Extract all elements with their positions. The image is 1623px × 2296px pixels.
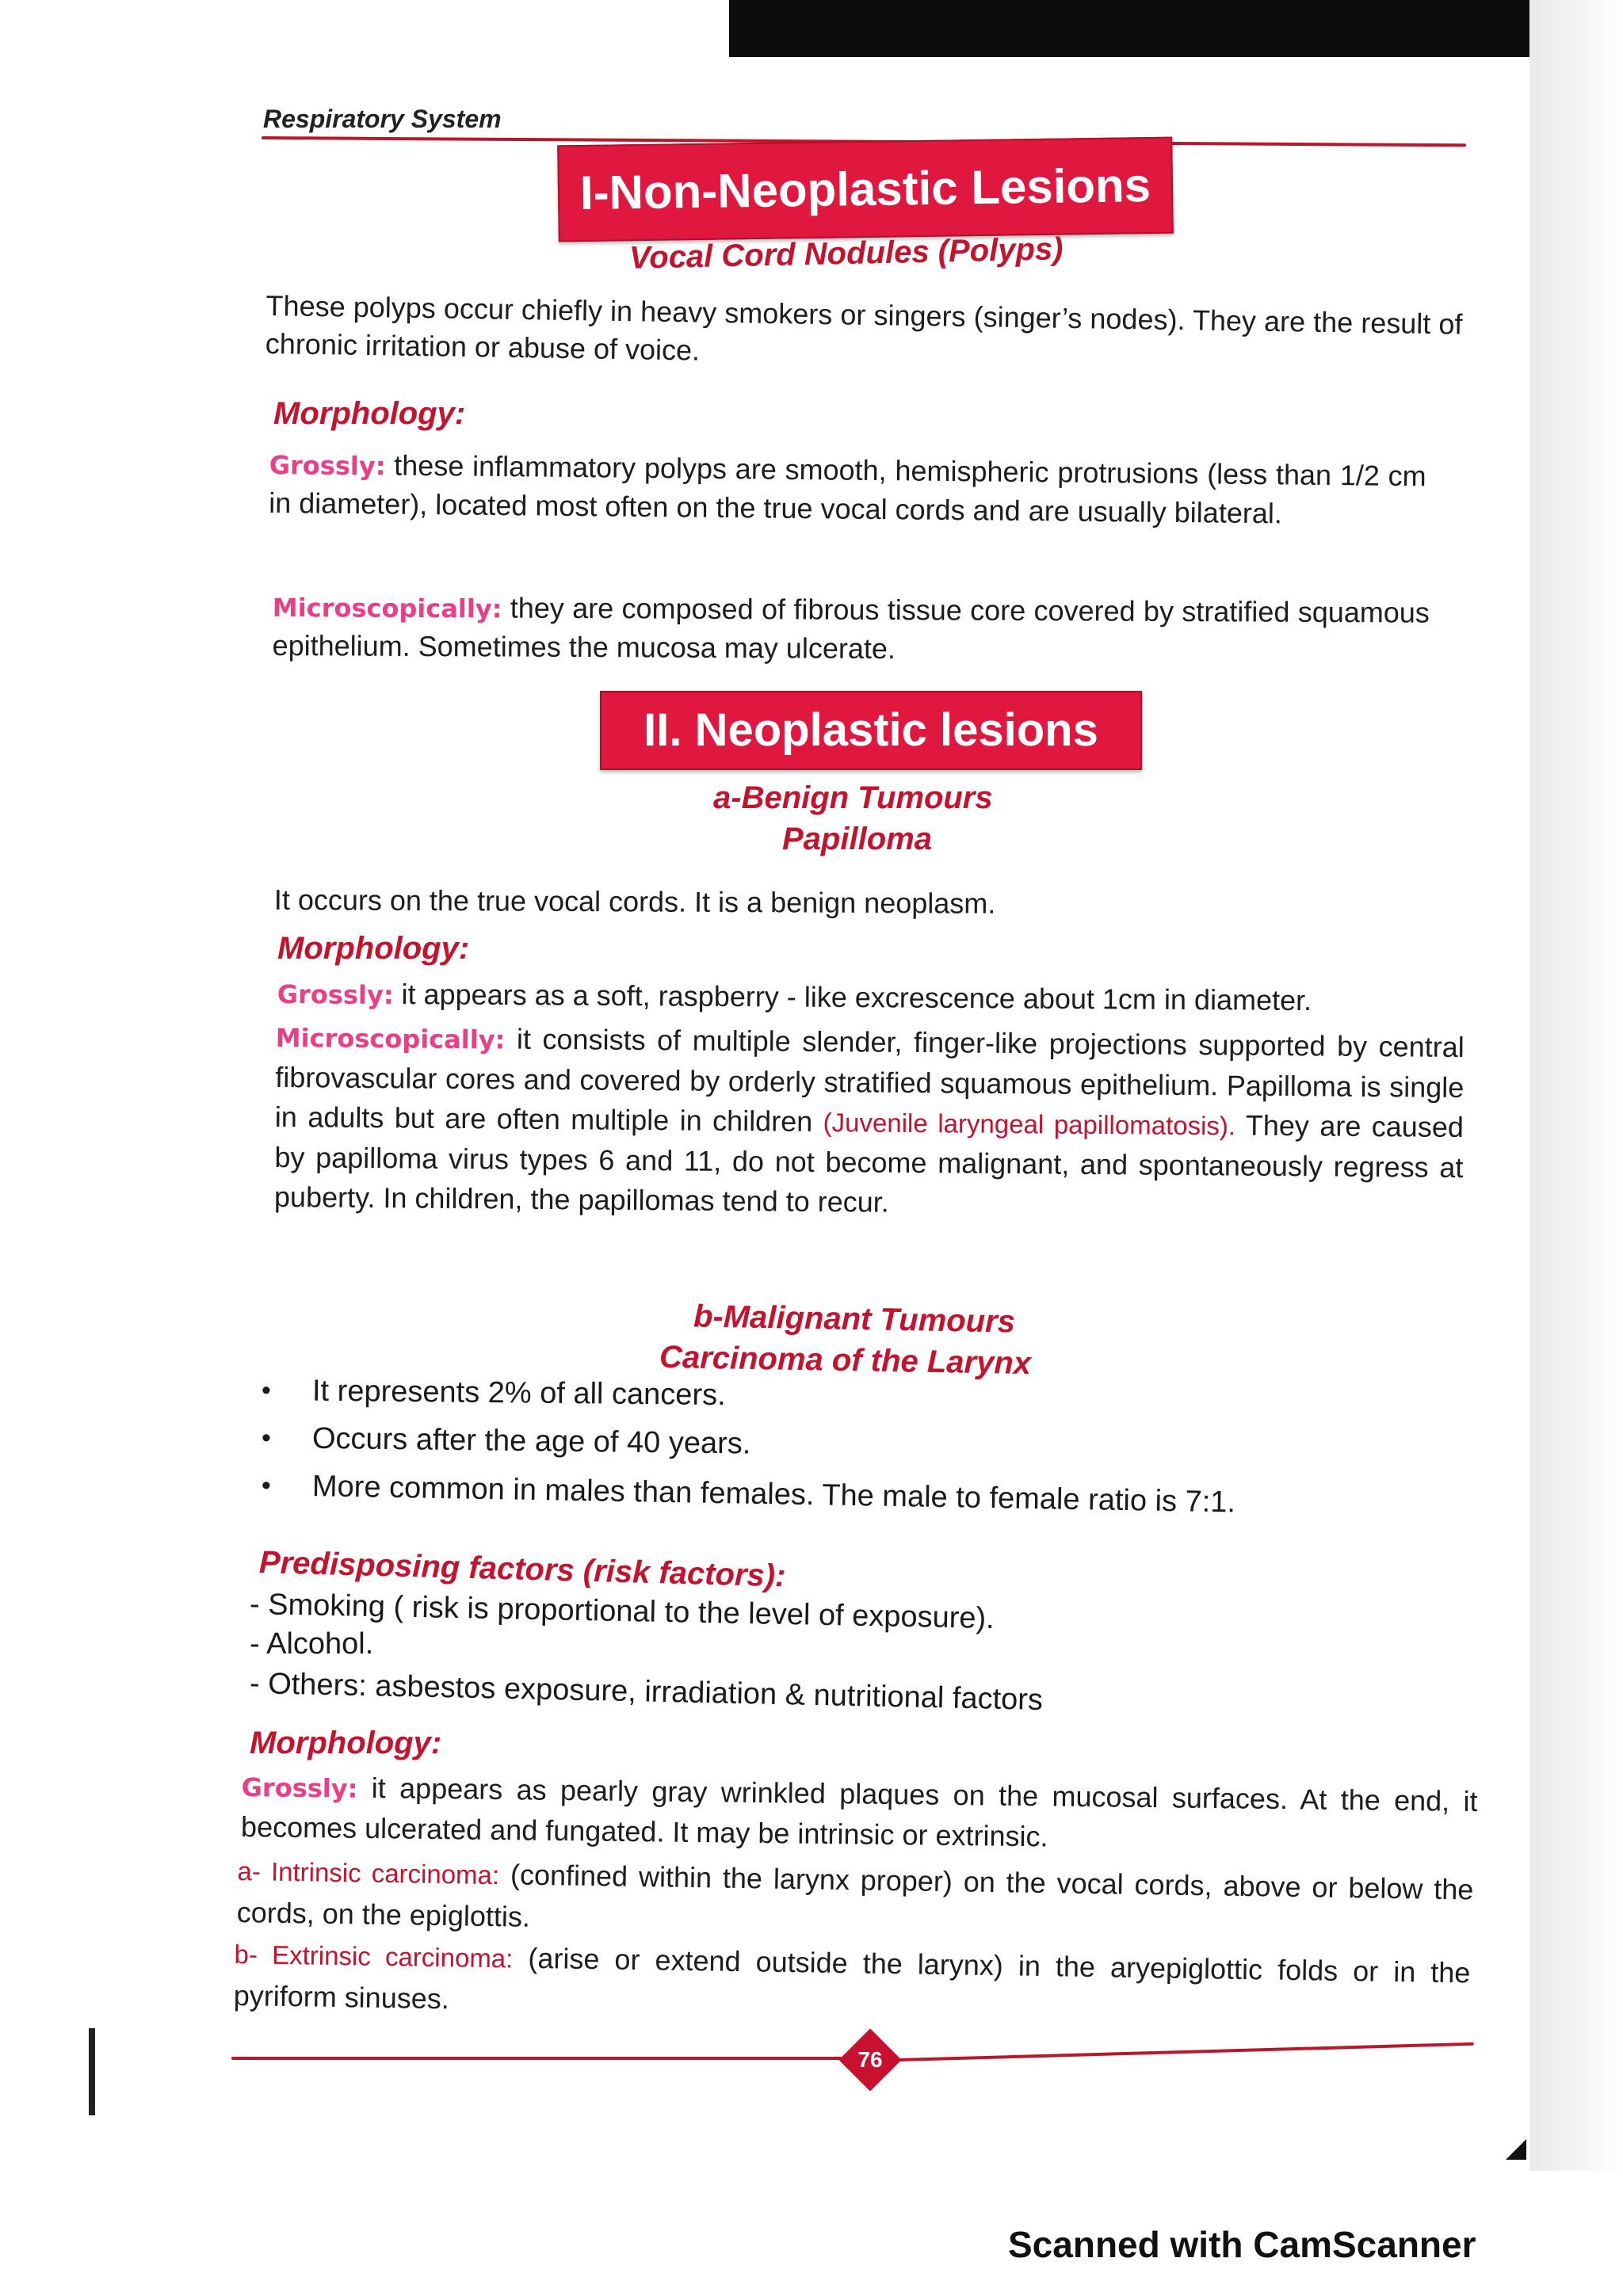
- heading-papilloma: Papilloma: [782, 822, 932, 856]
- section-banner-neoplastic: II. Neoplastic lesions: [600, 691, 1142, 770]
- grossly-paragraph-2: [277, 974, 1466, 1021]
- microscopically-paragraph-2: [274, 1017, 1465, 1227]
- morphology-heading-1: Morphology:: [273, 396, 466, 431]
- microscopically-text: it consists of multiple slender, finger-like projections supported by central fibrovascular cores and covered by orderly stratified squamous epithelium. Papilloma is single in adults but are often multiple in children: [274, 1022, 1465, 1138]
- heading-benign-tumours: a-Benign Tumours: [713, 780, 993, 815]
- grossly-label: Grossly:: [277, 978, 394, 1011]
- list-item: • It represents 2% of all cancers.: [262, 1367, 1530, 1428]
- extrinsic-label: b- Extrinsic carcinoma:: [234, 1939, 514, 1974]
- microscopically-text: they are composed of fibrous tissue core covered by stratified squamous epithelium. Sometimes the mucosa may ulcerate.: [272, 591, 1430, 666]
- list-item: - Alcohol.: [250, 1627, 374, 1661]
- grossly-paragraph-3: [241, 1767, 1478, 1862]
- grossly-text: these inflammatory polyps are smooth, hemispheric protrusions (less than 1/2 cm in diameter), located most often on the true vocal cords and are usually bilateral.: [269, 448, 1426, 530]
- juvenile-papillomatosis-note: (Juvenile laryngeal papillomatosis).: [823, 1108, 1236, 1141]
- heading-vocal-cord-nodules: Vocal Cord Nodules (Polyps): [628, 231, 1064, 276]
- page-corner-mark: [1506, 2139, 1526, 2160]
- grossly-label: Grossly:: [241, 1772, 358, 1804]
- scanner-watermark: Scanned with CamScanner: [1008, 2224, 1476, 2265]
- morphology-heading-2: Morphology:: [277, 931, 470, 966]
- grossly-text: it appears as pearly gray wrinkled plaques on the mucosal surfaces. At the end, it becomes ulcerated and fungated. It may be intrinsic or extrinsic.: [240, 1771, 1478, 1853]
- list-item: - Others: asbestos exposure, irradiation & nutritional factors: [249, 1667, 1044, 1717]
- vocal-nodules-intro: These polyps occur chiefly in heavy smokers or singers (singer’s nodes). They are the result of chronic irritation or abuse of voice.: [265, 288, 1463, 367]
- page-number: 76: [857, 2047, 883, 2072]
- section-banner-non-neoplastic: I-Non-Neoplastic Lesions: [557, 137, 1174, 242]
- grossly-label: Grossly:: [269, 449, 386, 482]
- risk-factors-list: [249, 1585, 1486, 1717]
- heading-predisposing-factors: Predisposing factors (risk factors):: [258, 1545, 786, 1594]
- microscopically-label: Microscopically:: [275, 1022, 506, 1055]
- grossly-paragraph-1: [269, 445, 1426, 534]
- heading-malignant-tumours: b-Malignant Tumours: [693, 1299, 1016, 1340]
- morphology-heading-3: Morphology:: [250, 1726, 442, 1760]
- papilloma-intro: It occurs on the true vocal cords. It is a benign neoplasm.: [273, 883, 996, 920]
- page-number-badge: [840, 2030, 900, 2090]
- footer-rule-right: [899, 2042, 1474, 2061]
- intrinsic-label: a- Intrinsic carcinoma:: [237, 1855, 500, 1890]
- extrinsic-text: (arise or extend outside the larynx) in the aryepiglottic folds or in the pyriform sinuses.: [233, 1941, 1471, 2016]
- grossly-text: it appears as a soft, raspberry - like excrescence about 1cm in diameter.: [393, 978, 1312, 1017]
- list-item: • More common in males than females. The male to female ratio is 7:1.: [261, 1462, 1529, 1531]
- list-item: • Occurs after the age of 40 years.: [262, 1414, 1530, 1478]
- carcinoma-facts-list: [262, 1367, 1529, 1520]
- list-item: - Smoking ( risk is proportional to the level of exposure).: [249, 1588, 995, 1636]
- microscopically-paragraph-1: [272, 588, 1429, 671]
- footer-rule-left: [231, 2057, 842, 2060]
- running-head: Respiratory System: [263, 105, 502, 133]
- intrinsic-text: (confined within the larynx proper) on the vocal cords, above or below the cords, on the epiglottis.: [236, 1858, 1474, 1933]
- microscopically-text-cont: They are caused by papilloma virus types 6 and 11, do not become malignant, and spontaneously regress at puberty. In children, the papillomas tend to recur.: [273, 1108, 1465, 1219]
- microscopically-label: Microscopically:: [272, 592, 502, 624]
- heading-carcinoma-larynx: Carcinoma of the Larynx: [659, 1339, 1032, 1382]
- book-spine-shadow: [1529, 0, 1623, 2171]
